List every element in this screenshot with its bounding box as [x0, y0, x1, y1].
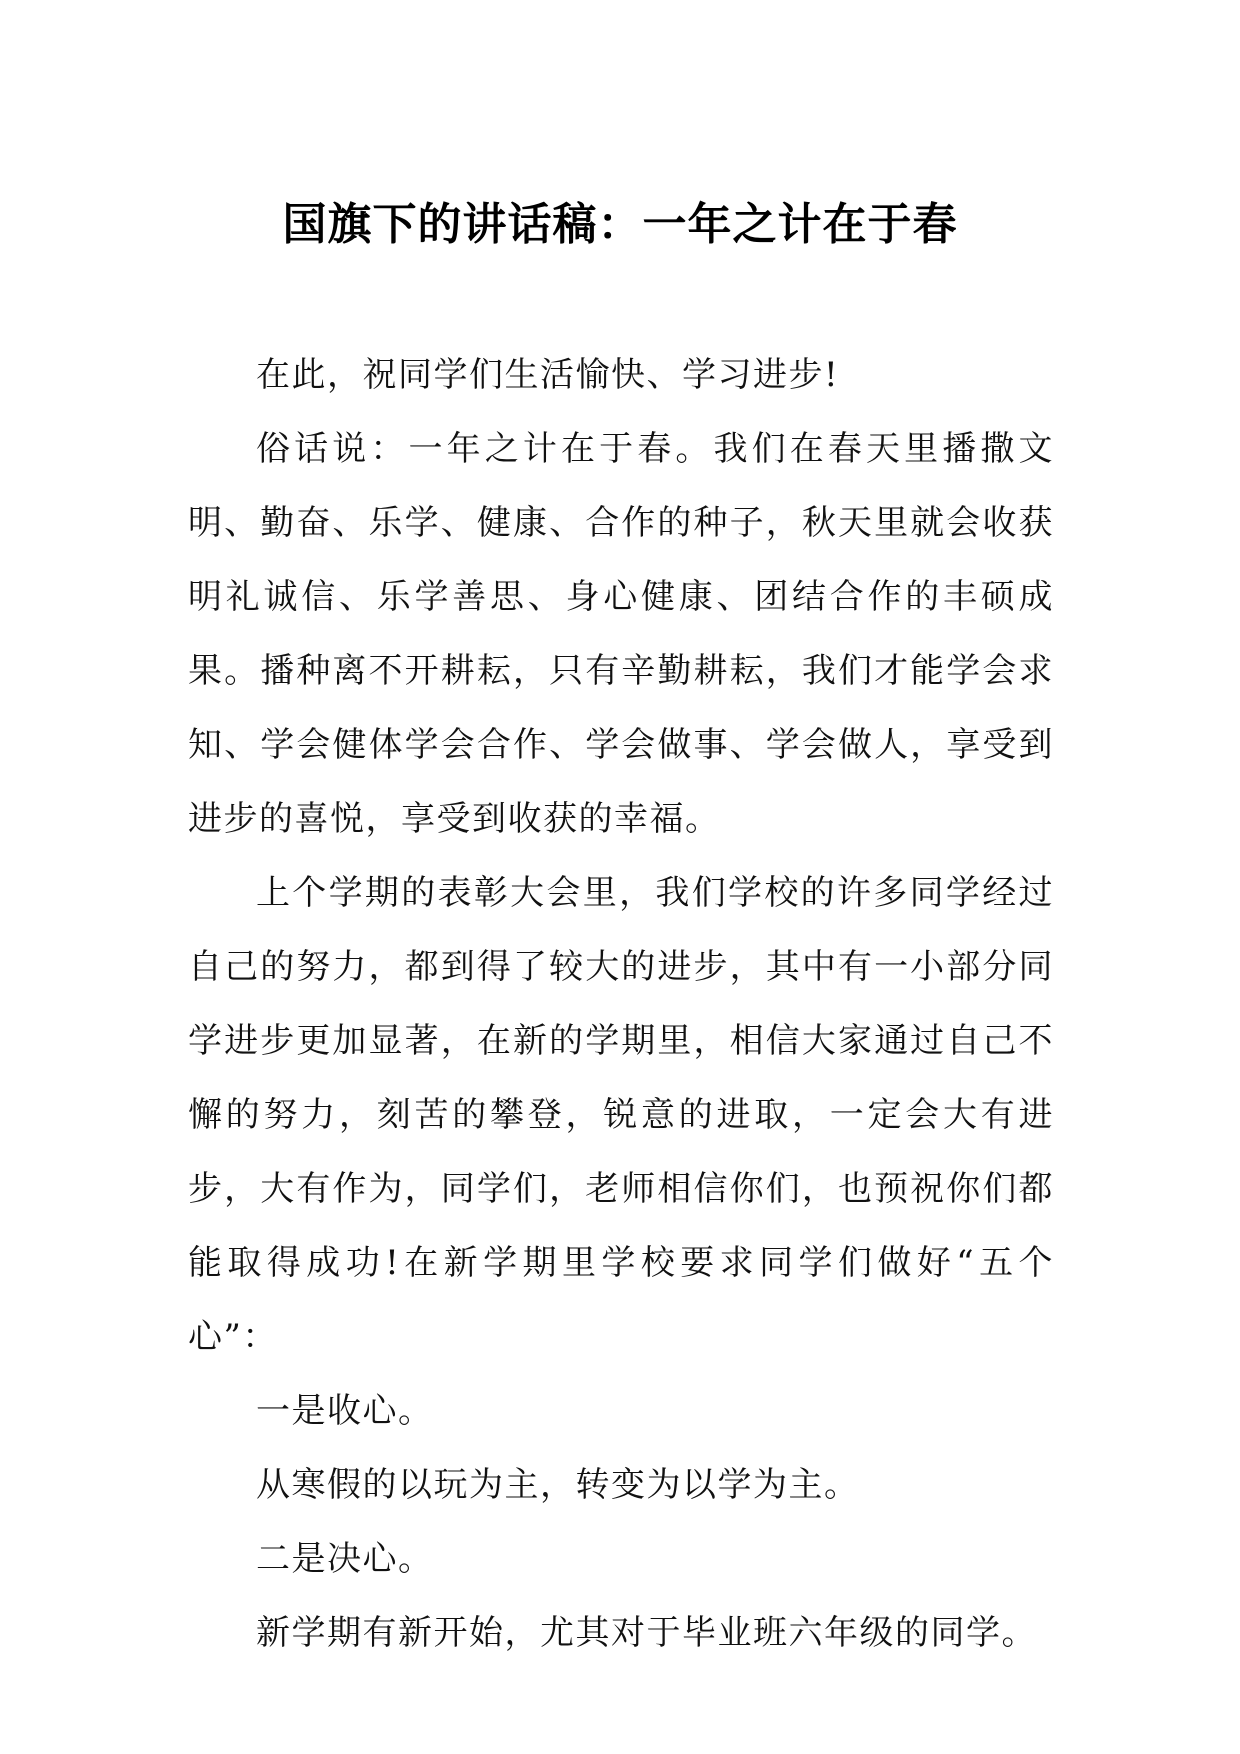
paragraph-spring-saying: 俗话说：一年之计在于春。我们在春天里播撒文明、勤奋、乐学、健康、合作的种子，秋天里就会收获明礼诚信、乐学善思、身心健康、团结合作的丰硕成果。播种离不开耕耘，只有辛勤耕耘，我们才能学会求知、学会健体学会合作、学会做事、学会做人，享受到进步的喜悦，享受到收获的幸福。	[188, 429, 1054, 839]
paragraph-last-semester: 上个学期的表彰大会里，我们学校的许多同学经过自己的努力，都到得了较大的进步，其中有一小部分同学进步更加显著，在新的学期里，相信大家通过自己不懈的努力，刻苦的攀登，锐意的进取，一定会大有进步，大有作为，同学们，老师相信你们，也预祝你们都能取得成功!在新学期里学校要求同学们做好“五个心”：	[188, 873, 1054, 1357]
document-body	[188, 338, 1054, 1670]
paragraph-point-one: 一是收心。	[256, 1391, 434, 1431]
paragraph-greeting: 在此，祝同学们生活愉快、学习进步!	[256, 355, 840, 395]
paragraph-point-one-detail: 从寒假的以玩为主，转变为以学为主。	[256, 1465, 860, 1505]
paragraph-point-two-detail: 新学期有新开始，尤其对于毕业班六年级的同学。	[256, 1613, 1037, 1653]
paragraph-point-two: 二是决心。	[256, 1539, 434, 1579]
document-title: 国旗下的讲话稿：一年之计在于春	[282, 199, 958, 251]
